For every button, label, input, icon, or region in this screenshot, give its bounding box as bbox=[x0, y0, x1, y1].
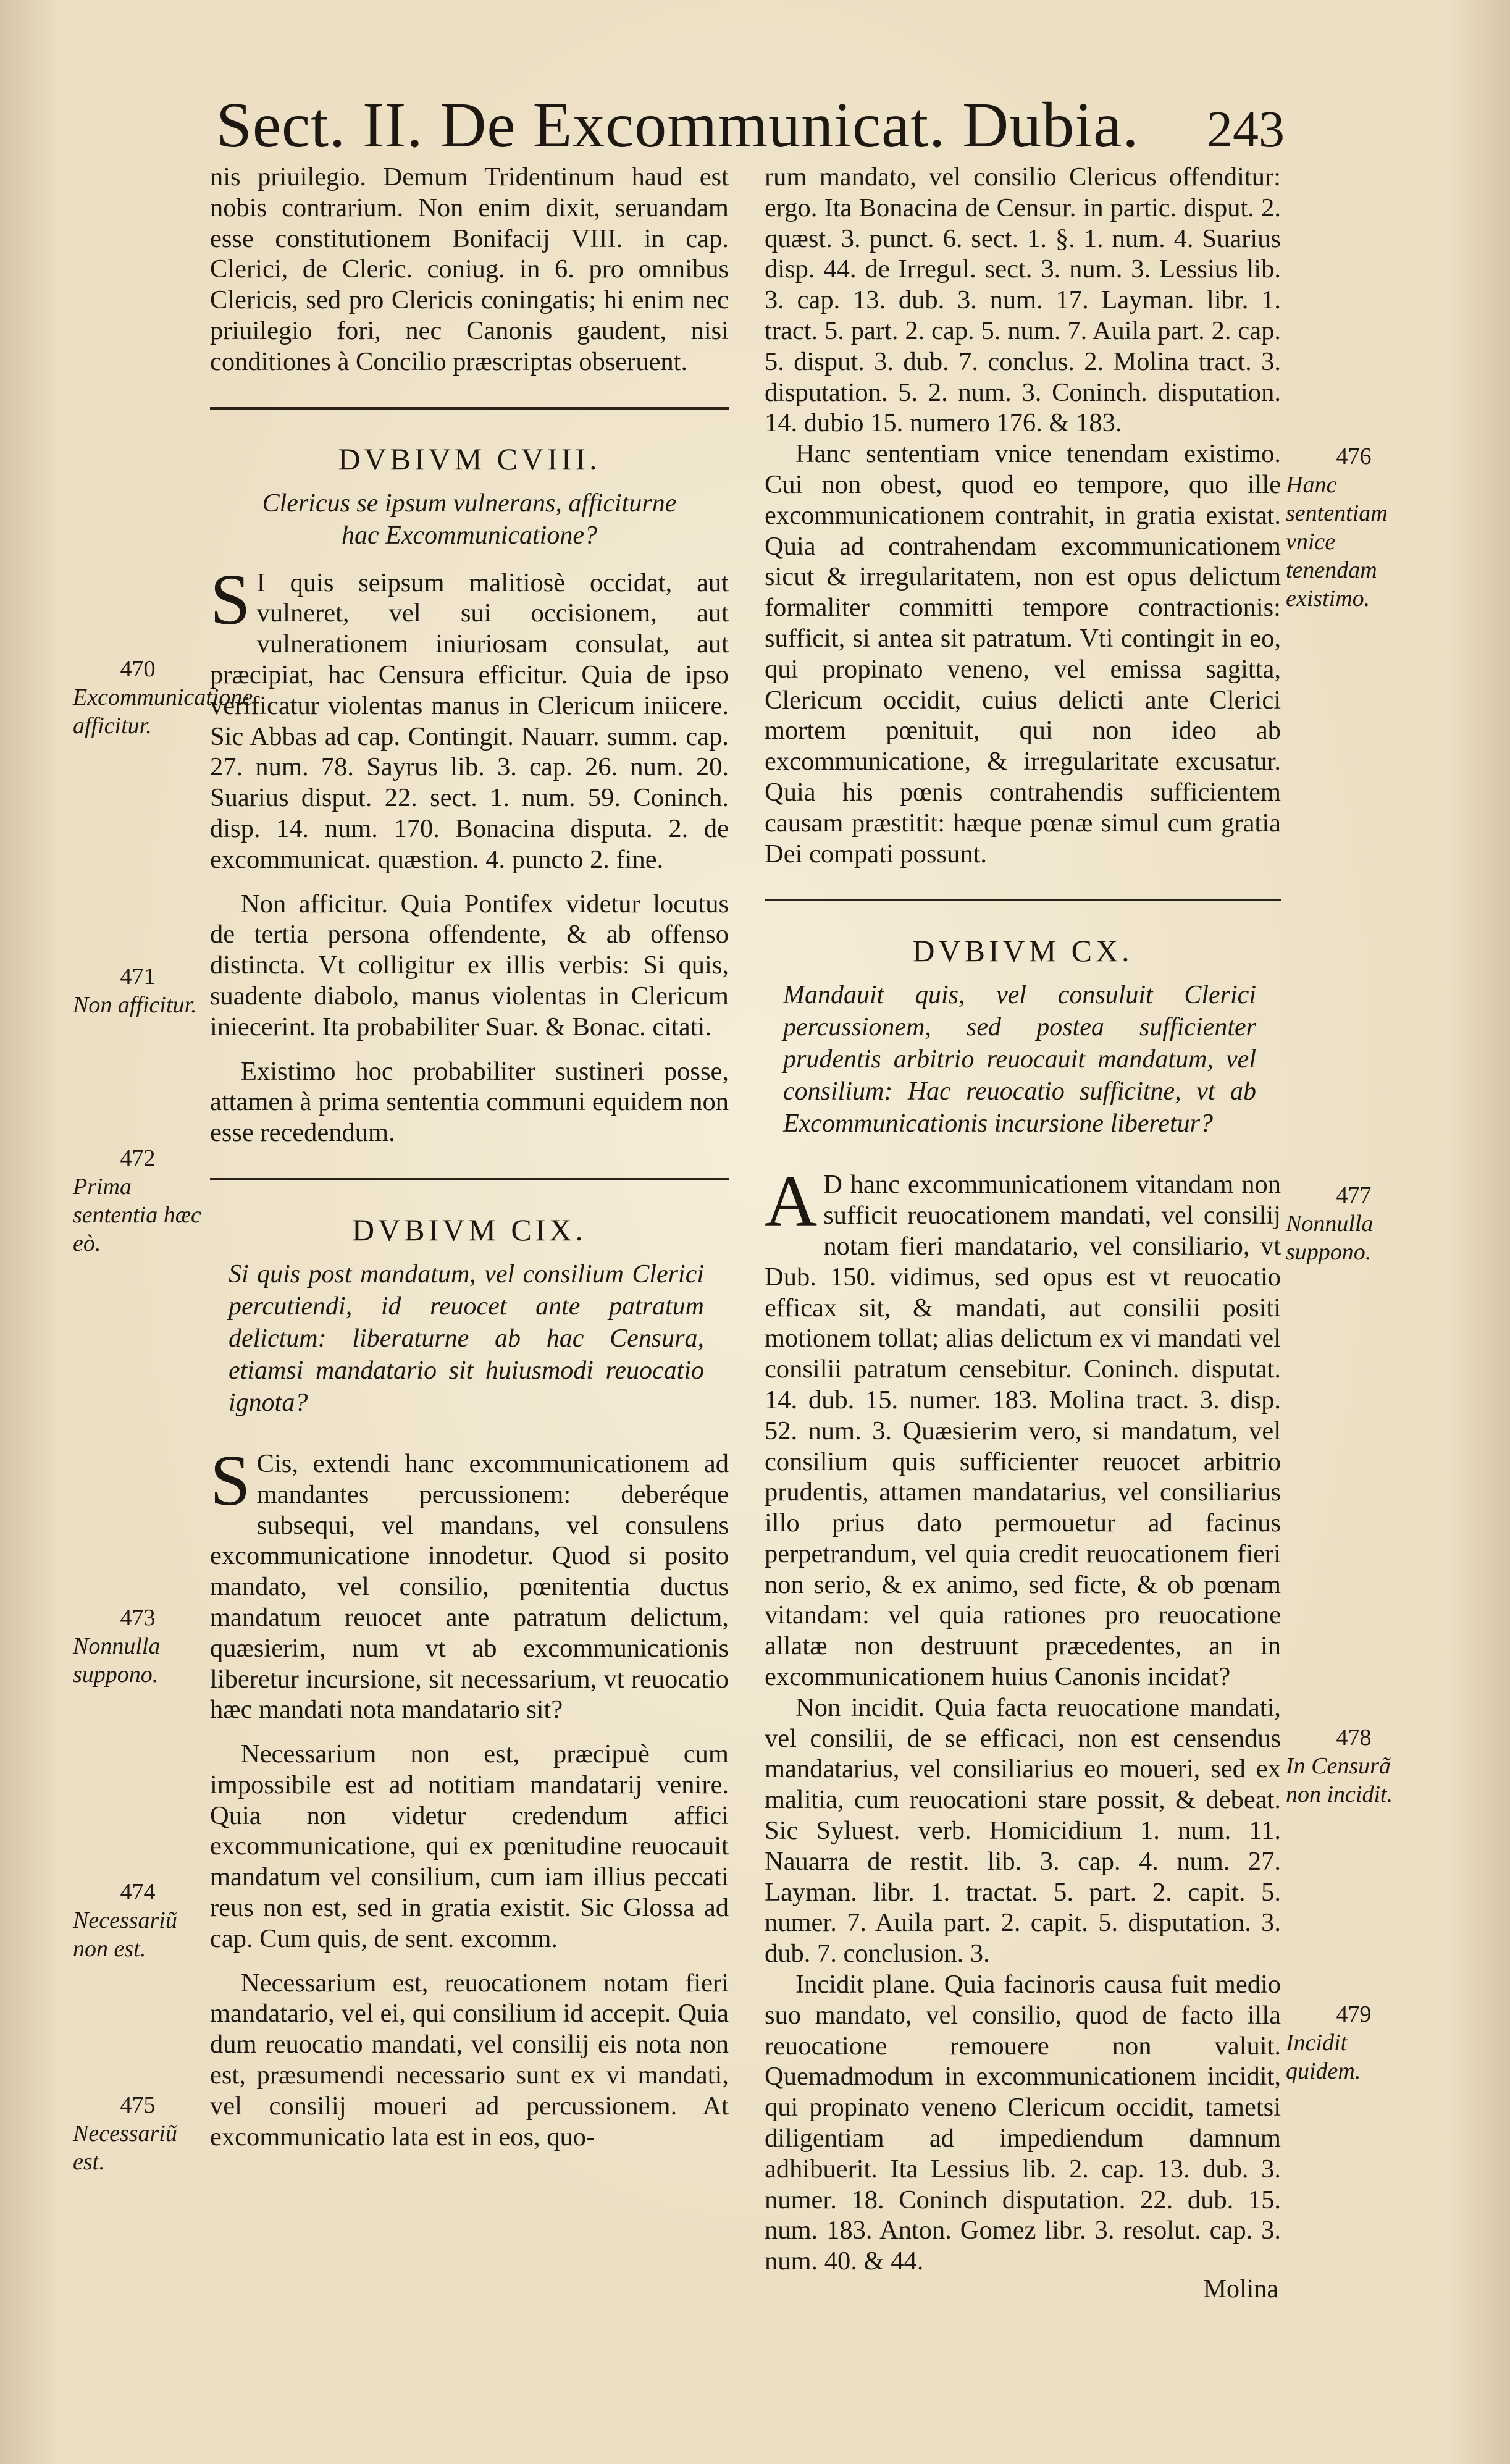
margin-note-text: Hanc sententiam vnice tenendam existimo. bbox=[1286, 472, 1388, 612]
paragraph-473 bbox=[210, 1439, 729, 1725]
paragraph-476: Hanc sententiam vnice tenendam existimo. Cui non obest, quod eo tempore, quo ille excommunicationem contrahit, in gratia existat. Quia ad contrahendam excommunicationem sicut & irregularitatem, non est opus delictum formaliter committi tempore contractionis: sufficit, si antea sit patratum. Vti contingit in eo, qui propinato veneno, vel emissa sagitta, Clericum occidit, cuius delicti ante Clerici mortem pœnituit, qui non ideo ab excommunicatione, & irregularitate excusatur. Quia his pœnis contrahendis sufficientem causam præstitit: hæque pœnæ simul cum gratia Dei compati possunt. bbox=[765, 439, 1281, 868]
paragraph-475: Necessarium est, reuocationem notam fieri mandatario, vel ei, qui consilium id accepit. Quia dum reuocatio mandati, vel consilij eis nota non est, præsumendi necessario sunt ex vi mandati, vel consilij moueri ad percussionem. At excommunicatio lata est in eos, quo- bbox=[210, 1968, 729, 2151]
section-divider bbox=[210, 1178, 729, 1180]
dubium-108-heading: DVBIVM CVIII. bbox=[338, 441, 601, 476]
margin-note-text: Incidit quidem. bbox=[1286, 2030, 1361, 2084]
paragraph-478: Non incidit. Quia facta reuocatione mandati, vel consilii, de se efficaci, non est censendus mandatarius, vel consiliarius eo moueri, sed ex malitia, cum reuocationi stare possit, & debeat. Sic Syluest. verb. Homicidium 1. num. 11. Nauarra de restit. lib. 3. cap. 4. num. 27. Layman. libr. 1. tractat. 5. part. 2. capit. 5. numer. 7. Auila part. 2. capit. 5. disputation. 3. dub. 7. conclusion. 3. bbox=[765, 1692, 1281, 1969]
margin-note-number: 474 bbox=[120, 1879, 156, 1905]
margin-note-number: 473 bbox=[120, 1605, 156, 1631]
margin-note-474 bbox=[73, 1878, 203, 1963]
section-divider bbox=[210, 407, 729, 410]
margin-note-text: Necessariũ non est. bbox=[73, 1907, 177, 1962]
page-number: 243 bbox=[1207, 101, 1285, 158]
margin-note-477 bbox=[1286, 1181, 1422, 1266]
margin-note-text: Necessariũ est. bbox=[73, 2121, 177, 2175]
paragraph-470-text: I quis seipsum malitiosè occidat, aut vulneret, vel sui occisionem, aut vulnerationem iniuriosam consulat, aut præcipiat, hac Censura efficitur. Quia de ipso verificatur violentas manus in Clericum iniicere. Sic Abbas ad cap. Contingit. Nauarr. summ. cap. 27. num. 78. Sayrus lib. 3. cap. 26. num. 20. Suarius disput. 22. sect. 1. num. 59. Coninch. disp. 14. num. 170. Bonacina disputa. 2. de excommunicat. quæstion. 4. puncto 2. fine. bbox=[210, 568, 729, 874]
running-head: Sect. II. De Excommunicat. Dubia. bbox=[216, 90, 1139, 161]
paragraph-470 bbox=[210, 558, 729, 875]
catchword: Molina bbox=[1203, 2275, 1278, 2303]
left-intro-paragraph: nis priuilegio. Demum Tridentinum haud est nobis contrarium. Non enim dixit, seruandam esse constitutionem Bonifacij VIII. in cap. Clerici, de Cleric. coniug. in 6. pro omnibus Clericis, sed pro Clericis coningatis; hi enim nec priuilegio fori, nec Canonis gaudent, nisi conditiones à Concilio præscriptas obseruent. bbox=[210, 162, 729, 376]
dubium-110-question: Mandauit quis, vel consuluit Clerici percussionem, sed postea sufficienter prudentis arbitrio reuocauit mandatum, vel consilium: Hac reuocatio sufficitne, vt ab Excommunicationis incursione liberetur? bbox=[783, 981, 1256, 1138]
left-column bbox=[210, 162, 729, 2152]
margin-note-text: Prima sententia hæc eò. bbox=[73, 1174, 201, 1256]
margin-note-text: Nonnulla suppono. bbox=[73, 1633, 161, 1688]
margin-note-text: In Censurã non incidit. bbox=[1286, 1753, 1393, 1807]
drop-cap: S bbox=[210, 558, 251, 640]
paragraph-477 bbox=[765, 1161, 1281, 1692]
paragraph-471: Non afficitur. Quia Pontifex videtur locutus de tertia persona offendente, & ab offenso distincta. Vt colligitur ex illis verbis: Si quis, suadente diabolo, manus violentas in Clericum iniecerint. Ita probabiliter Suar. & Bonac. citati. bbox=[210, 889, 729, 1041]
margin-note-475 bbox=[73, 2091, 203, 2176]
paragraph-472: Existimo hoc probabiliter sustineri posse, attamen à prima sententia communi equidem non esse recedendum. bbox=[210, 1056, 729, 1148]
margin-note-text: Excommunicatione afficitur. bbox=[73, 684, 253, 739]
section-divider bbox=[765, 899, 1281, 901]
paragraph-477-text: D hanc excommunicationem vitandam non sufficit reuocationem mandati, vel consilij notam fieri mandatario, vel consiliario, vt Dub. 150. vidimus, sed opus est vt reuocatio efficax sit, & mandati, aut consilii positi motionem tollat; alias delictum ex vi mandati vel consilii patratum censebitur. Coninch. disputat. 14. dub. 15. numer. 183. Molina tract. 3. disp. 52. num. 3. Quæsierim vero, si mandatum, vel consilium quis sufficienter reuocet arbitrio prudentis, attamen mandatarius, vel consiliarius illo prius dato permouetur ad facinus perpetrandum, vel quia credit reuocationem fieri non serio, & ex animo, sed ficte, & ob pœnam vitandam: vel quia rationes pro reuocatione allatæ non destruunt præcedentes, an in excommunicationem huius Canonis incidat? bbox=[765, 1170, 1281, 1692]
paragraph-473-text: Cis, extendi hanc excommunicationem ad mandantes percussionem: deberéque subsequi, vel mandans, vel consulens excommunicatione innodetur. Quod si posito mandato, vel consilio, pœnitentia ductus mandatum reuocet ante patratum delictum, quæsierim, num vt ab excommunicationis liberetur incursione, sit necessarium, vt reuocatio hæc mandati nota mandatario sit? bbox=[210, 1449, 729, 1725]
dubium-110-heading: DVBIVM CX. bbox=[912, 933, 1133, 969]
margin-note-470 bbox=[73, 655, 253, 740]
margin-note-number: 475 bbox=[120, 2092, 156, 2118]
margin-note-number: 472 bbox=[120, 1145, 156, 1171]
dubium-108-question: Clericus se ipsum vulnerans, afficiturne hac Excommunicatione? bbox=[262, 489, 677, 550]
margin-note-number: 478 bbox=[1336, 1725, 1372, 1751]
drop-cap: A bbox=[765, 1161, 818, 1242]
margin-note-472 bbox=[73, 1144, 203, 1258]
margin-note-number: 476 bbox=[1336, 444, 1372, 469]
drop-cap: S bbox=[210, 1439, 251, 1521]
margin-note-473 bbox=[73, 1604, 203, 1689]
margin-note-number: 470 bbox=[120, 656, 156, 682]
margin-note-479 bbox=[1286, 2000, 1422, 2085]
paragraph-474: Necessarium non est, præcipuè cum impossibile est ad notitiam mandatarij venire. Quia non videtur credendum affici excommunicatione, qui ex pœnitudine reuocauit mandatum vel consilium, cum iam illius peccati reus non est, sed in gratia existit. Sic Glossa ad cap. Cum quis, de sent. excomm. bbox=[210, 1739, 729, 1953]
margin-note-number: 479 bbox=[1336, 2001, 1372, 2027]
right-intro-paragraph: rum mandato, vel consilio Clericus offenditur: ergo. Ita Bonacina de Censur. in partic. disput. 2. quæst. 3. punct. 6. sect. 1. §. 1. num. 4. Suarius disp. 44. de Irregul. sect. 3. num. 3. Lessius lib. 3. cap. 13. dub. 3. num. 17. Layman. libr. 1. tract. 5. part. 2. cap. 5. num. 7. Auila part. 2. cap. 5. disput. 3. dub. 7. conclus. 2. Molina tract. 3. disputation. 5. 2. num. 3. Coninch. disputation. 14. dubio 15. numero 176. & 183. bbox=[765, 162, 1281, 438]
margin-note-text: Non afficitur. bbox=[73, 992, 197, 1018]
margin-note-text: Nonnulla suppono. bbox=[1286, 1211, 1374, 1265]
paragraph-479: Incidit plane. Quia facinoris causa fuit medio suo mandato, vel consilio, quod de facto illa reuocatione remouere non valuit. Quemadmodum in excommunicationem incidit, qui propinato veneno Clericum occidit, tametsi diligentiam ad impediendum damnum adhibuerit. Ita Lessius lib. 2. cap. 13. dub. 3. numer. 18. Coninch disputation. 22. dub. 15. num. 183. Anton. Gomez libr. 3. resolut. cap. 3. num. 40. & 44. bbox=[765, 1970, 1281, 2276]
margin-note-471 bbox=[73, 962, 203, 1019]
dubium-109-question: Si quis post mandatum, vel consilium Clerici percutiendi, id reuocet ante patratum delictum: liberaturne ab hac Censura, etiamsi mandatario sit huiusmodi reuocatio ignota? bbox=[229, 1259, 704, 1417]
margin-note-478 bbox=[1286, 1723, 1422, 1809]
margin-note-number: 471 bbox=[120, 964, 156, 990]
dubium-109-heading: DVBIVM CIX. bbox=[352, 1212, 587, 1247]
margin-note-476 bbox=[1286, 442, 1422, 613]
right-column bbox=[765, 162, 1281, 2277]
margin-note-number: 477 bbox=[1336, 1182, 1372, 1208]
